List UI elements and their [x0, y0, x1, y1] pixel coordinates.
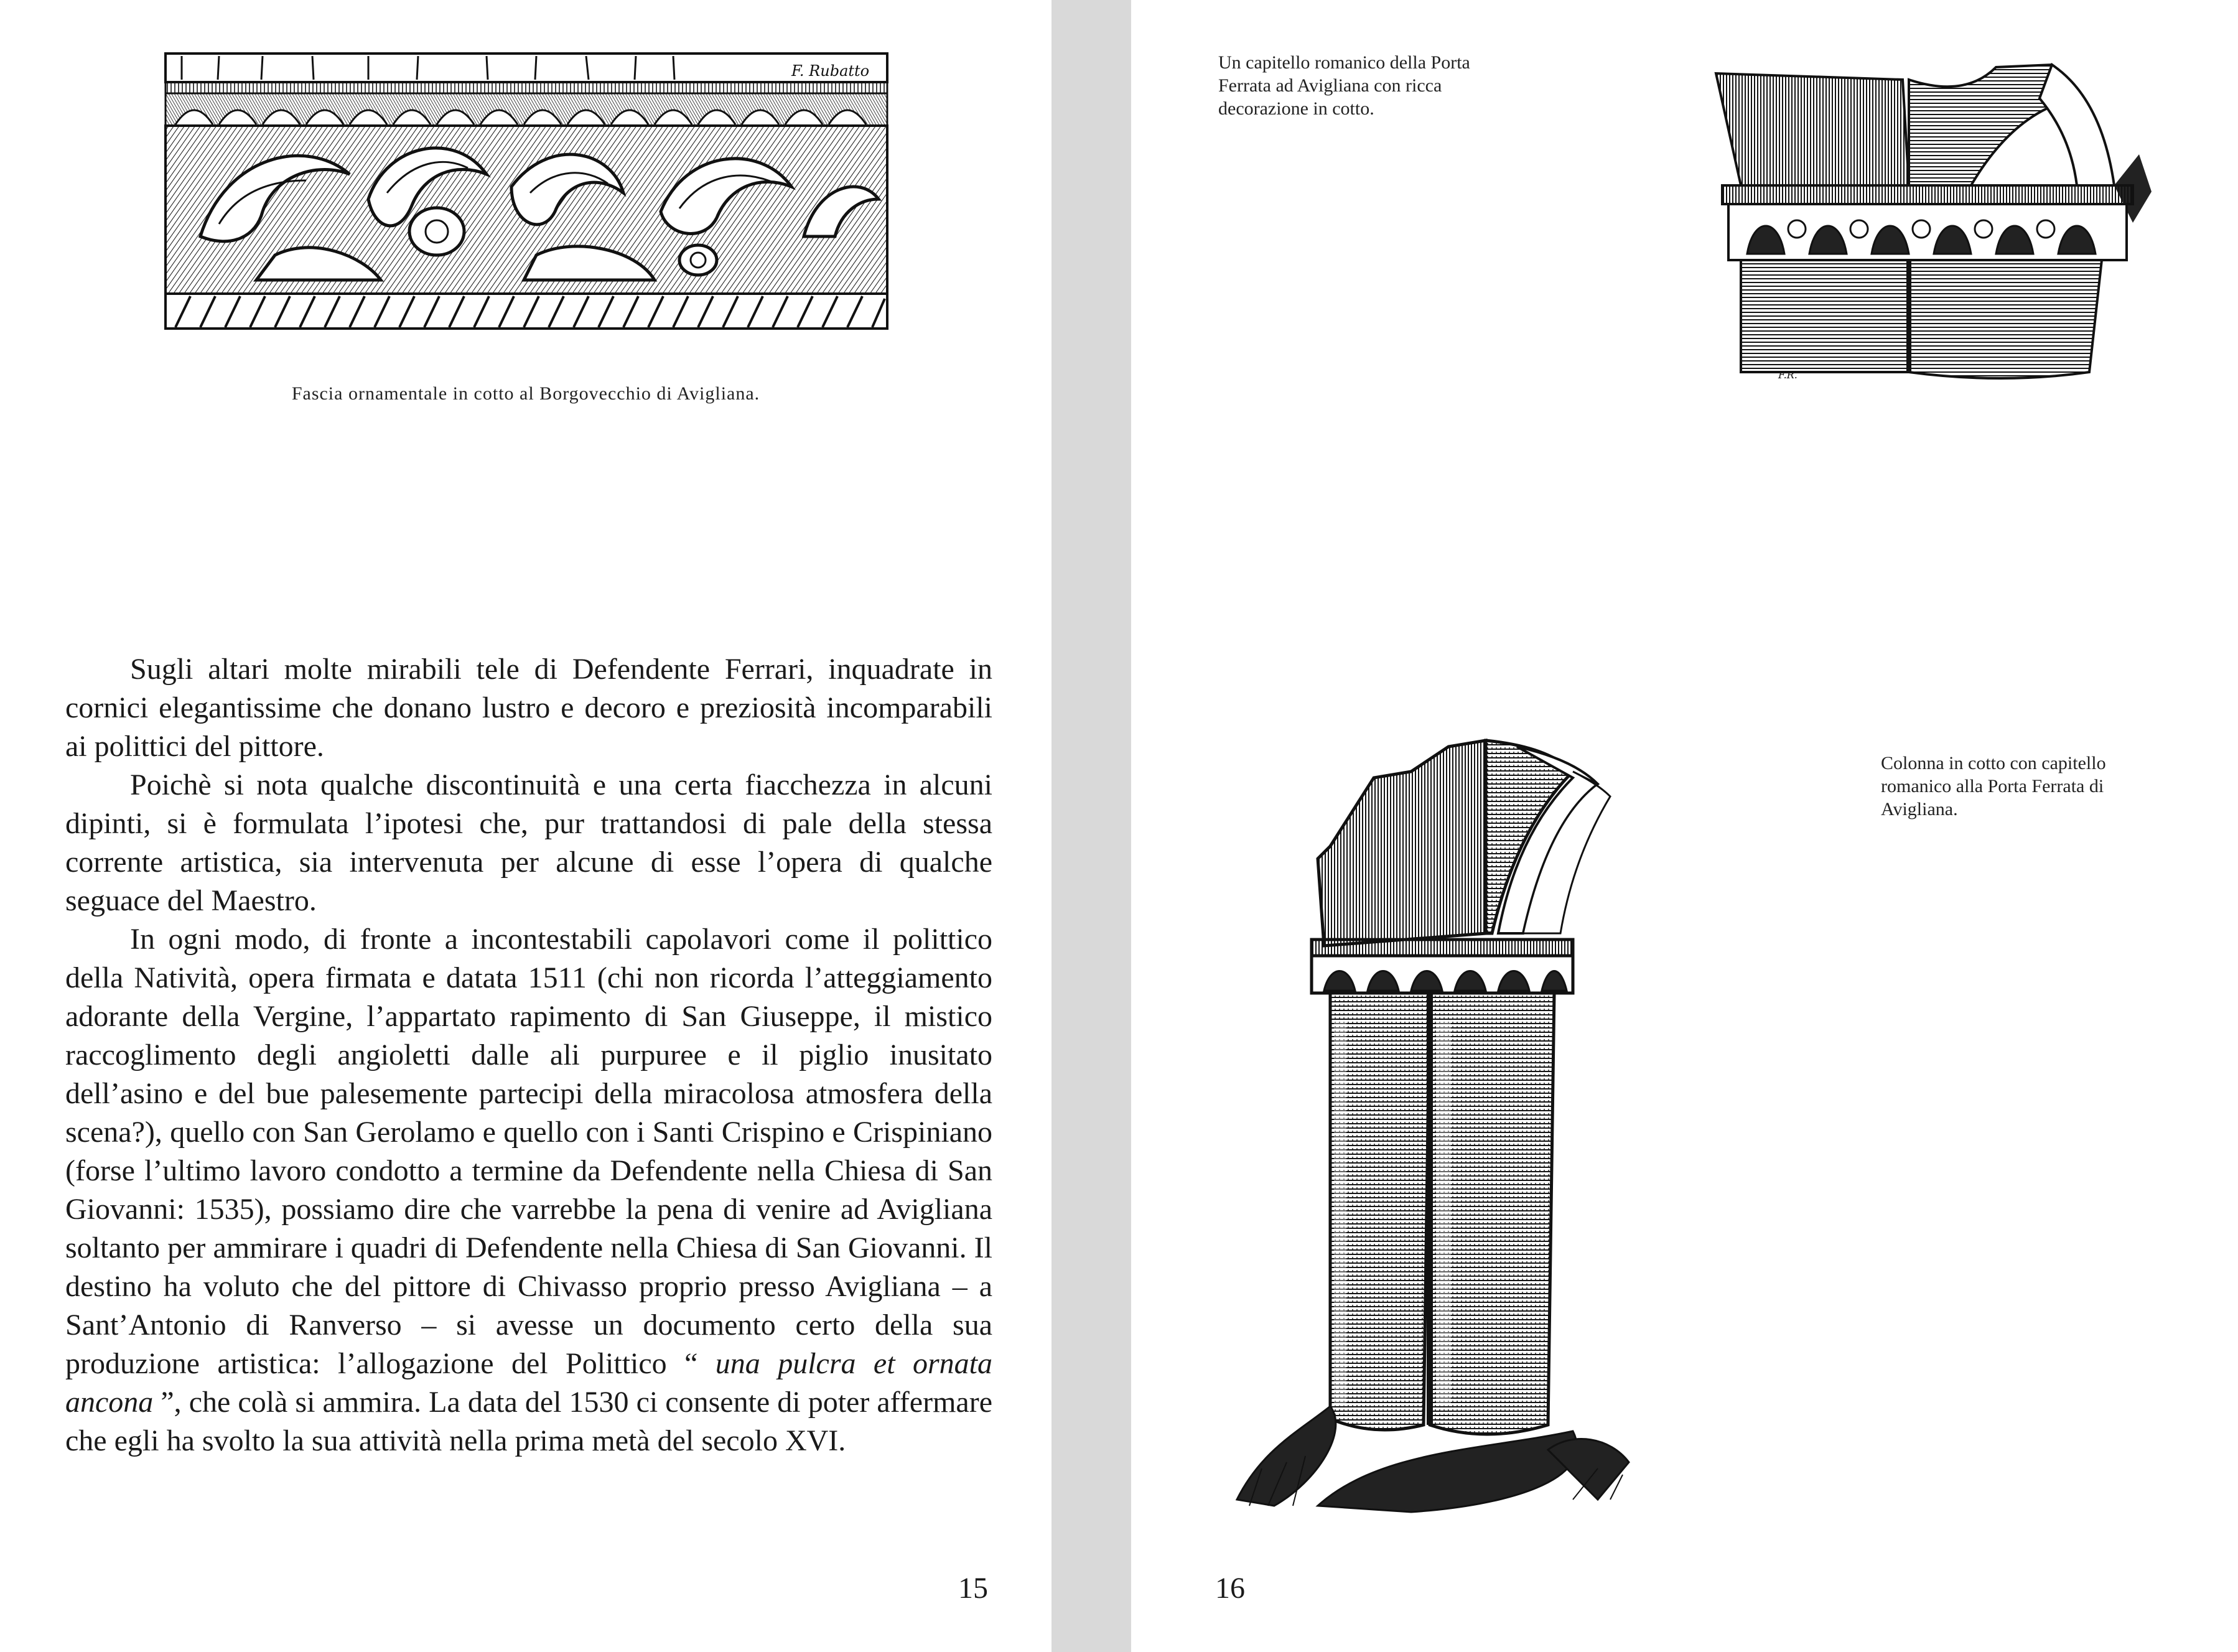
right-page — [1131, 0, 2238, 1652]
ornamental-frieze-illustration — [163, 50, 891, 336]
paragraph-3-text-a: In ogni modo, di fronte a incontestabili capolavori come il polittico della Natività, opera firmata e datata 1511 (chi non ricorda l’atteggiamento adorante della Vergine, l’appartato rapimento di San Giuseppe, il mistico raccoglimento degli angioletti dalle ali purpuree e il piglio inusitato dell’asino e del bue palesemente partecipi della miracolosa atmosfera della scena?), quello con San Gerolamo e quello con i Santi Crispino e Crispiniano (forse l’ultimo lavoro condotto a termine da Defendente nella Chiesa di San Giovanni: 1535), possiamo dire che varrebbe la pena di venire ad Avigliana soltanto per ammirare i quadri di Defendente nella Chiesa di San Giovanni. Il destino ha voluto che del pittore di Chivasso proprio presso Avigliana – a Sant’Antonio di Ranverso – si avesse un documento certo della sua produzione artistica: l’allogazione del Polittico “ — [65, 923, 992, 1380]
paragraph-3 — [65, 920, 992, 1460]
latin-quote: una pulcra et ornata ancona — [65, 1347, 992, 1419]
column-illustration — [1224, 734, 1710, 1518]
romanesque-capital-illustration — [1704, 61, 2170, 385]
artist-signature: F. Rubatto — [791, 62, 870, 80]
paragraph-3-text-b: ”, che colà si ammira. La data del 1530 ci consente di poter affermare che egli ha svolto la sua attività nella prima metà del secolo XVI. — [65, 1386, 992, 1457]
page-number: 16 — [1215, 1572, 1245, 1605]
svg-text:F.R.: F.R. — [1778, 369, 1797, 381]
frieze-caption: Fascia ornamentale in cotto al Borgovecchio di Avigliana. — [291, 383, 760, 404]
page-number: 15 — [958, 1572, 988, 1605]
capital-caption: Un capitello romanico della Porta Ferrata ad Avigliana con ricca decorazione in cotto. — [1218, 52, 1470, 119]
body-text — [65, 650, 992, 1460]
left-page — [0, 0, 1051, 1652]
paragraph-2: Poichè si nota qualche discontinuità e una certa fiacchezza in alcuni dipinti, si è formulata l’ipotesi che, pur trattandosi di pale della stessa corrente artistica, sia intervenuta per alcune di esse l’opera di qualche seguace del Maestro. — [65, 768, 992, 917]
book-gutter — [1051, 0, 1131, 1652]
column-caption: Colonna in cotto con capitello romanico alla Porta Ferrata di Avigliana. — [1881, 753, 2106, 819]
paragraph-1: Sugli altari molte mirabili tele di Defendente Ferrari, inquadrate in cornici elegantissime che donano lustro e decoro e preziosità incomparabili ai polittici del pittore. — [65, 653, 992, 763]
